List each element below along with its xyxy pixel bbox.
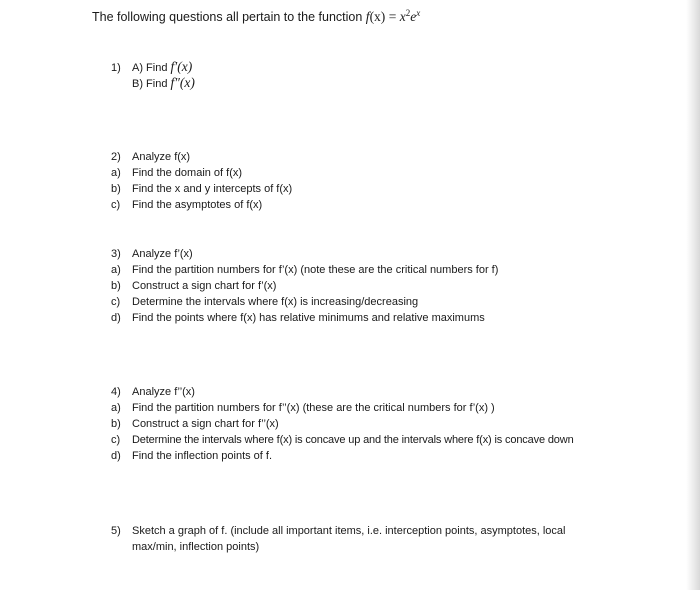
question-1-part-a: A) Find f′(x) [132, 59, 193, 74]
item-label: c) [111, 434, 121, 446]
list-item: Find the partition numbers for f’’(x) (these are the critical numbers for f’(x) ) [132, 402, 495, 414]
question-number: 1) [111, 62, 121, 74]
item-label: b) [111, 418, 121, 430]
item-label: b) [111, 183, 121, 195]
second-derivative-notation: f″(x) [170, 75, 195, 90]
list-item: Find the x and y intercepts of f(x) [132, 183, 293, 195]
item-label: a) [111, 264, 121, 276]
item-label: a) [111, 402, 121, 414]
list-item: Find the inflection points of f. [132, 450, 273, 462]
question-title: Analyze f(x) [132, 151, 191, 163]
question-number: 4) [111, 386, 121, 398]
question-title: Analyze f’(x) [132, 248, 193, 260]
question-number: 2) [111, 151, 121, 163]
item-label: b) [111, 280, 121, 292]
question-title: Analyze f’’(x) [132, 386, 195, 398]
question-number: 3) [111, 248, 121, 260]
intro-text: The following questions all pertain to the function [92, 10, 363, 24]
question-text-line-1: Sketch a graph of f. (include all important items, i.e. interception points, asymptotes, local [132, 525, 566, 537]
item-label: a) [111, 167, 121, 179]
item-label: d) [111, 450, 121, 462]
function-definition: $f(x) = x^2e^x$ [365, 8, 421, 24]
question-1-part-b: B) Find f″(x) [132, 75, 195, 90]
list-item: Determine the intervals where f(x) is concave up and the intervals where f(x) is concave down [132, 434, 574, 446]
item-label: c) [111, 199, 121, 211]
question-number: 5) [111, 525, 121, 537]
first-derivative-notation: f′(x) [170, 59, 193, 74]
list-item: Construct a sign chart for f’(x) [132, 280, 277, 292]
item-label: d) [111, 312, 121, 324]
list-item: Construct a sign chart for f’’(x) [132, 418, 279, 430]
question-text-line-2: max/min, inflection points) [132, 541, 260, 553]
list-item: Find the partition numbers for f’(x) (note these are the critical numbers for f) [132, 264, 499, 276]
list-item: Find the domain of f(x) [132, 167, 243, 179]
list-item: Determine the intervals where f(x) is increasing/decreasing [132, 296, 419, 308]
item-label: c) [111, 296, 121, 308]
list-item: Find the asymptotes of f(x) [132, 199, 263, 211]
list-item: Find the points where f(x) has relative minimums and relative maximums [132, 312, 485, 324]
page-edge-shadow [686, 0, 700, 590]
intro-statement [92, 9, 420, 25]
